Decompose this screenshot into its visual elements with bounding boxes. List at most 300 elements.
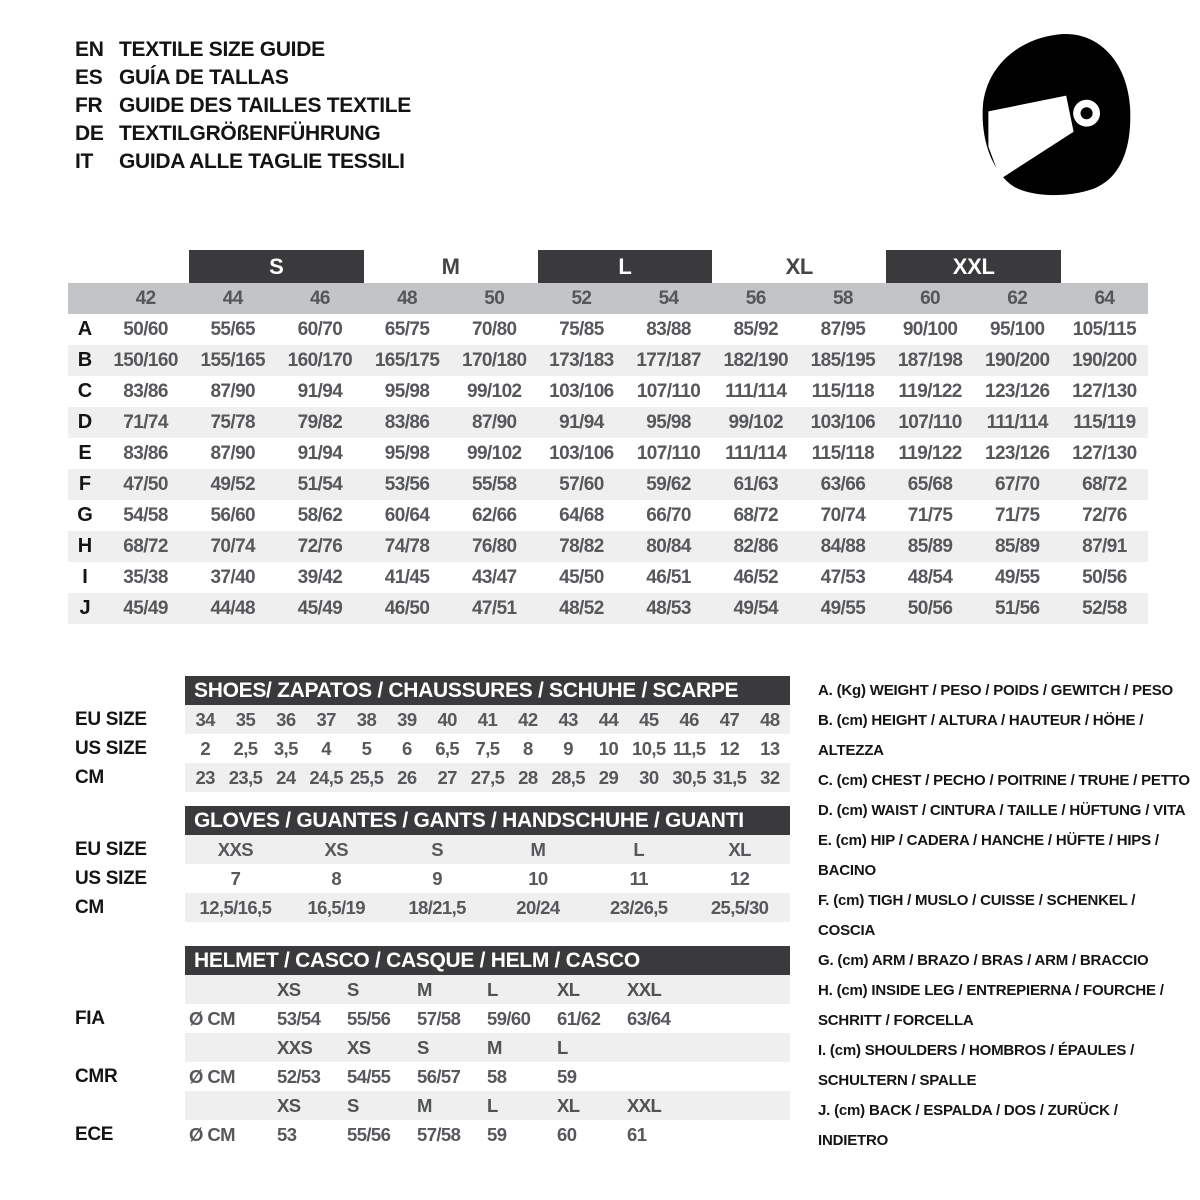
measurement-value: 87/95	[820, 318, 866, 340]
measurement-value: 68/72	[1082, 473, 1127, 495]
helmet-section	[75, 1033, 790, 1091]
measurement-row-letter: I	[82, 566, 88, 588]
legend-unit: (cm)	[834, 1102, 865, 1119]
shoes-size-value: 29	[598, 766, 619, 788]
shoes-size-value: 27	[437, 766, 457, 788]
measurement-row-letter: H	[77, 535, 93, 557]
measurement-value: 119/122	[898, 380, 962, 402]
shoes-size-value: 36	[276, 708, 296, 730]
measurement-value: 65/75	[384, 318, 430, 340]
helmet-diameter-value: 53/54	[277, 1007, 321, 1029]
legend-text: HEIGHT / ALTURA / HAUTEUR / HÖHE / ALTEZZA	[818, 712, 1144, 759]
measurement-value: 50/56	[907, 597, 953, 619]
measurement-value: 79/82	[297, 411, 343, 433]
shoes-size-value: 45	[639, 708, 659, 730]
helmet-size-label: XS	[277, 978, 301, 1000]
helmet-size-label: S	[347, 1094, 359, 1116]
size-letter-row	[102, 250, 1148, 283]
helmet-size-label: S	[347, 978, 359, 1000]
measurement-value: 103/106	[549, 380, 614, 402]
gloves-size-value: XXS	[217, 838, 254, 860]
measurement-value: 150/160	[113, 349, 178, 371]
measurement-value: 127/130	[1072, 442, 1137, 464]
shoes-size-value: 6	[401, 737, 412, 759]
legend-text: SHOULDERS / HOMBROS / ÉPAULES /	[864, 1042, 1135, 1059]
gloves-size-value: 20/24	[516, 896, 560, 918]
helmet-diameter-unit: Ø CM	[189, 1007, 235, 1029]
measurement-value: 95/98	[646, 411, 691, 433]
measurement-value: 187/198	[897, 349, 963, 371]
numeric-size-header: 48	[397, 287, 418, 309]
numeric-size-header: 52	[571, 287, 592, 309]
language-code: IT	[75, 150, 94, 173]
language-title: GUIDA ALLE TAGLIE TESSILI	[119, 150, 405, 173]
measurement-value: 55/65	[210, 318, 256, 340]
shoes-size-value: 10	[598, 737, 619, 759]
measurement-value: 65/68	[907, 473, 953, 495]
measurement-value: 68/72	[733, 504, 779, 526]
measurement-value: 67/70	[994, 473, 1040, 495]
measurement-value: 115/119	[1073, 411, 1136, 433]
shoes-size-value: 13	[760, 737, 780, 759]
legend-text: WAIST / CINTURA / TAILLE / HÜFTUNG / VITA	[871, 802, 1186, 819]
helmet-diameter-value: 56/57	[417, 1065, 461, 1087]
language-title: GUIDE DES TAILLES TEXTILE	[119, 94, 411, 117]
shoes-row-label: US SIZE	[75, 737, 147, 759]
helmet-size-label: XXS	[277, 1036, 313, 1058]
measurement-value: 70/74	[210, 535, 256, 557]
measurement-value: 111/114	[725, 380, 787, 402]
helmet-size-table	[75, 946, 790, 1149]
measurement-value: 51/56	[994, 597, 1040, 619]
measurement-value: 84/88	[820, 535, 866, 557]
gloves-row	[75, 893, 790, 922]
gloves-size-value: 25,5/30	[710, 896, 769, 918]
helmet-size-label: S	[417, 1036, 429, 1058]
shoes-size-value: 24,5	[309, 766, 343, 788]
shoes-size-value: 39	[397, 708, 417, 730]
measurement-value: 83/86	[123, 380, 168, 402]
measurement-row	[68, 314, 1148, 345]
language-code: EN	[75, 38, 104, 61]
gloves-table-title: GLOVES / GUANTES / GANTS / HANDSCHUHE / GUANTI	[185, 806, 790, 835]
measurement-row	[68, 500, 1148, 531]
gloves-size-value: XS	[324, 838, 348, 860]
measurement-value: 83/88	[646, 318, 691, 340]
shoes-size-value: 43	[558, 708, 578, 730]
measurement-row-letter: B	[77, 349, 93, 371]
measurement-value: 91/94	[297, 442, 343, 464]
helmet-size-label: M	[417, 978, 432, 1000]
measurement-value: 74/78	[384, 535, 430, 557]
size-letter: M	[441, 253, 460, 279]
measurement-value: 83/86	[123, 442, 168, 464]
language-code: ES	[75, 66, 103, 89]
legend-key: J.	[818, 1102, 831, 1119]
legend-item	[818, 826, 1190, 886]
legend-text: HIP / CADERA / HANCHE / HÜFTE / HIPS / BACINO	[818, 832, 1159, 879]
shoes-size-value: 9	[563, 737, 573, 759]
shoes-size-value: 10,5	[632, 737, 666, 759]
measurement-value: 71/75	[907, 504, 953, 526]
measurement-value: 99/102	[466, 442, 522, 464]
language-row	[75, 64, 411, 92]
measurement-value: 62/66	[471, 504, 517, 526]
gloves-size-value: 11	[629, 867, 648, 889]
apparel-size-table	[68, 250, 1148, 624]
helmet-standard-row	[75, 1004, 790, 1033]
measurement-value: 39/42	[297, 566, 343, 588]
measurement-value: 91/94	[559, 411, 604, 433]
gloves-size-value: 9	[432, 867, 442, 889]
numeric-size-header: 50	[484, 287, 505, 309]
shoes-size-value: 11,5	[672, 737, 706, 759]
gloves-size-value: L	[633, 838, 645, 860]
shoes-size-value: 44	[598, 708, 619, 730]
measurement-row	[68, 469, 1148, 500]
language-row	[75, 148, 411, 176]
helmet-size-label: L	[487, 978, 498, 1000]
measurement-value: 190/200	[985, 349, 1050, 371]
helmet-standard-label: ECE	[75, 1123, 114, 1145]
helmet-diameter-value: 53	[277, 1123, 297, 1145]
legend-item	[818, 766, 1190, 796]
measurement-value: 90/100	[902, 318, 958, 340]
helmet-size-header-row	[75, 1033, 790, 1062]
helmet-standard-row	[75, 1120, 790, 1149]
measurement-value: 78/82	[559, 535, 604, 557]
legend-key: F.	[818, 892, 830, 909]
gloves-size-value: 12,5/16,5	[199, 896, 272, 918]
measurement-value: 80/84	[646, 535, 691, 557]
shoes-size-value: 2,5	[233, 737, 258, 759]
legend-item	[818, 1096, 1190, 1156]
gloves-row	[75, 864, 790, 893]
measurement-value: 43/47	[471, 566, 517, 588]
measurement-value: 170/180	[462, 349, 527, 371]
measurement-value: 60/64	[384, 504, 430, 526]
measurement-value: 85/89	[994, 535, 1040, 557]
gloves-size-value: 18/21,5	[408, 896, 466, 918]
language-row	[75, 120, 411, 148]
shoes-size-value: 37	[316, 708, 336, 730]
helmet-size-label: XL	[557, 978, 580, 1000]
measurement-value: 52/58	[1082, 597, 1127, 619]
legend-item	[818, 886, 1190, 946]
gloves-rows	[75, 835, 790, 922]
measurement-value: 103/106	[810, 411, 876, 433]
measurement-value: 47/51	[471, 597, 517, 619]
helmet-diameter-value: 58	[487, 1065, 507, 1087]
measurement-value: 107/110	[898, 411, 962, 433]
measurement-value: 64/68	[559, 504, 604, 526]
measurement-value: 160/170	[287, 349, 353, 371]
measurement-value: 54/58	[123, 504, 168, 526]
measurement-value: 49/54	[733, 597, 779, 619]
legend-item	[818, 1036, 1190, 1096]
helmet-size-label: XS	[277, 1094, 301, 1116]
legend-item	[818, 706, 1190, 766]
numeric-size-header: 60	[920, 287, 941, 309]
helmet-diameter-value: 59/60	[487, 1007, 531, 1029]
measurement-value: 107/110	[636, 380, 701, 402]
measurement-value: 119/122	[898, 442, 962, 464]
helmet-diameter-value: 55/56	[347, 1123, 391, 1145]
measurement-row-letter: E	[78, 442, 92, 464]
measurement-value: 70/74	[820, 504, 866, 526]
measurement-value: 165/175	[374, 349, 440, 371]
shoes-size-value: 34	[195, 708, 215, 730]
measurement-value: 105/115	[1072, 318, 1137, 340]
shoes-size-value: 41	[477, 708, 498, 730]
shoes-size-value: 28	[518, 766, 538, 788]
size-letter: XXL	[886, 250, 1060, 283]
measurement-value: 115/118	[811, 442, 875, 464]
gloves-size-table	[75, 806, 790, 922]
legend-unit: (cm)	[836, 772, 868, 789]
legend-text: BACK / ESPALDA / DOS / ZURÜCK / INDIETRO	[818, 1102, 1118, 1149]
measurement-value: 37/40	[210, 566, 256, 588]
numeric-size-header-row	[68, 283, 1148, 314]
measurement-value: 177/187	[636, 349, 701, 371]
legend-text-continued: SCHULTERN / SPALLE	[818, 1072, 977, 1089]
legend-text: INSIDE LEG / ENTREPIERNA / FOURCHE /	[871, 982, 1164, 999]
gloves-size-value: 10	[528, 867, 548, 889]
measurement-value: 155/165	[200, 349, 265, 371]
language-row	[75, 36, 411, 64]
gloves-row	[75, 835, 790, 864]
language-title: GUÍA DE TALLAS	[119, 66, 289, 89]
gloves-size-value: XL	[728, 838, 751, 860]
helmet-diameter-value: 57/58	[417, 1123, 461, 1145]
measurement-rows	[68, 314, 1148, 624]
measurement-value: 60/70	[297, 318, 343, 340]
shoes-size-value: 46	[679, 708, 699, 730]
measurement-legend	[818, 676, 1190, 1156]
measurement-value: 115/118	[811, 380, 875, 402]
measurement-value: 76/80	[471, 535, 517, 557]
measurement-value: 47/50	[123, 473, 168, 495]
legend-text: WEIGHT / PESO / POIDS / GEWITCH / PESO	[869, 682, 1174, 699]
measurement-value: 95/98	[384, 442, 430, 464]
measurement-value: 72/76	[297, 535, 343, 557]
numeric-size-header: 64	[1094, 287, 1115, 309]
shoes-size-value: 25,5	[349, 766, 384, 788]
size-letter: XL	[785, 253, 814, 279]
size-letter: L	[538, 250, 712, 283]
measurement-value: 55/58	[471, 473, 517, 495]
size-letter-spacer	[102, 250, 189, 283]
measurement-row-letter: D	[77, 411, 93, 433]
helmet-size-label: XS	[347, 1036, 371, 1058]
measurement-row	[68, 562, 1148, 593]
measurement-value: 82/86	[733, 535, 779, 557]
shoes-row	[75, 705, 790, 734]
helmet-section	[75, 1091, 790, 1149]
legend-key: A.	[818, 682, 833, 699]
measurement-value: 41/45	[384, 566, 430, 588]
measurement-value: 95/98	[384, 380, 430, 402]
shoes-size-value: 5	[361, 737, 372, 759]
shoes-row-label: EU SIZE	[75, 708, 147, 730]
shoes-size-value: 4	[321, 737, 331, 759]
measurement-value: 127/130	[1072, 380, 1137, 402]
helmet-diameter-value: 61	[627, 1123, 647, 1145]
measurement-value: 99/102	[466, 380, 522, 402]
measurement-value: 58/62	[297, 504, 343, 526]
measurement-value: 50/60	[123, 318, 168, 340]
measurement-row-letter: A	[77, 318, 93, 340]
shoes-size-value: 23	[195, 766, 215, 788]
helmet-size-label: M	[417, 1094, 432, 1116]
measurement-value: 70/80	[471, 318, 517, 340]
shoes-size-value: 48	[760, 708, 780, 730]
legend-key: B.	[818, 712, 833, 729]
helmet-size-label: XL	[557, 1094, 580, 1116]
shoes-size-value: 23,5	[228, 766, 263, 788]
legend-key: I.	[818, 1042, 826, 1059]
legend-unit: (cm)	[833, 892, 865, 909]
measurement-value: 123/126	[985, 380, 1050, 402]
language-title: TEXTILGRÖßENFÜHRUNG	[119, 122, 381, 145]
legend-text: ARM / BRAZO / BRAS / ARM / BRACCIO	[871, 952, 1149, 969]
language-code: DE	[75, 122, 104, 145]
shoes-size-value: 42	[518, 708, 538, 730]
helmet-diameter-value: 59	[487, 1123, 507, 1145]
gloves-size-value: M	[530, 838, 546, 860]
measurement-value: 75/78	[210, 411, 256, 433]
numeric-size-header: 62	[1007, 287, 1028, 309]
measurement-value: 48/52	[559, 597, 604, 619]
shoes-size-value: 28,5	[551, 766, 585, 788]
measurement-value: 68/72	[123, 535, 168, 557]
racing-helmet-icon	[972, 28, 1140, 204]
measurement-value: 50/56	[1082, 566, 1127, 588]
measurement-value: 173/183	[549, 349, 614, 371]
measurement-value: 49/55	[994, 566, 1040, 588]
helmet-diameter-unit: Ø CM	[189, 1123, 235, 1145]
measurement-row-letter: C	[77, 380, 93, 402]
numeric-size-header: 54	[658, 287, 679, 309]
shoes-size-value: 31,5	[712, 766, 747, 788]
measurement-value: 63/66	[820, 473, 866, 495]
shoes-size-value: 7,5	[475, 737, 500, 759]
measurement-value: 71/75	[994, 504, 1040, 526]
shoes-rows	[75, 705, 790, 792]
measurement-value: 44/48	[210, 597, 256, 619]
helmet-standard-label: CMR	[75, 1065, 118, 1087]
gloves-size-value: S	[431, 838, 443, 860]
shoes-size-value: 40	[437, 708, 457, 730]
legend-unit: (cm)	[836, 802, 868, 819]
measurement-value: 83/86	[384, 411, 430, 433]
measurement-value: 45/49	[297, 597, 343, 619]
helmet-diameter-value: 57/58	[417, 1007, 461, 1029]
measurement-value: 49/52	[210, 473, 256, 495]
measurement-value: 190/200	[1072, 349, 1137, 371]
measurement-value: 123/126	[985, 442, 1050, 464]
legend-unit: (cm)	[837, 952, 869, 969]
gloves-size-value: 16,5/19	[307, 896, 365, 918]
shoes-size-value: 26	[397, 766, 417, 788]
shoes-table-title: SHOES/ ZAPATOS / CHAUSSURES / SCHUHE / SCARPE	[185, 676, 790, 705]
measurement-value: 95/100	[989, 318, 1045, 340]
measurement-value: 35/38	[123, 566, 168, 588]
measurement-row-letter: J	[79, 597, 91, 619]
measurement-value: 48/53	[646, 597, 691, 619]
helmet-sections	[75, 975, 790, 1149]
measurement-row	[68, 531, 1148, 562]
measurement-value: 85/92	[733, 318, 779, 340]
measurement-value: 111/114	[986, 411, 1048, 433]
measurement-value: 87/90	[210, 442, 256, 464]
shoes-size-value: 3,5	[273, 737, 298, 759]
measurement-row	[68, 376, 1148, 407]
helmet-size-label: XXL	[627, 978, 662, 1000]
legend-key: D.	[818, 802, 833, 819]
measurement-value: 185/195	[810, 349, 876, 371]
helmet-diameter-unit: Ø CM	[189, 1065, 235, 1087]
measurement-value: 45/50	[559, 566, 604, 588]
helmet-diameter-value: 63/64	[627, 1007, 671, 1029]
helmet-diameter-value: 55/56	[347, 1007, 391, 1029]
helmet-diameter-value: 54/55	[347, 1065, 391, 1087]
measurement-value: 66/70	[646, 504, 691, 526]
measurement-value: 46/51	[646, 566, 691, 588]
measurement-row	[68, 593, 1148, 624]
measurement-value: 107/110	[636, 442, 701, 464]
measurement-value: 51/54	[297, 473, 343, 495]
shoes-size-value: 35	[235, 708, 256, 730]
helmet-size-label: L	[557, 1036, 568, 1058]
helmet-diameter-value: 59	[557, 1065, 577, 1087]
measurement-value: 72/76	[1082, 504, 1127, 526]
shoes-size-value: 30	[639, 766, 659, 788]
measurement-value: 85/89	[907, 535, 953, 557]
measurement-value: 56/60	[210, 504, 256, 526]
measurement-value: 103/106	[549, 442, 614, 464]
shoes-size-table	[75, 676, 790, 792]
measurement-value: 46/52	[733, 566, 779, 588]
gloves-size-value: 7	[230, 867, 241, 889]
shoes-size-value: 24	[276, 766, 296, 788]
language-code: FR	[75, 94, 103, 117]
legend-key: E.	[818, 832, 832, 849]
shoes-size-value: 6,5	[435, 737, 460, 759]
helmet-size-header-row	[75, 975, 790, 1004]
legend-item	[818, 946, 1190, 976]
legend-unit: (cm)	[836, 982, 868, 999]
shoes-size-value: 47	[719, 708, 740, 730]
size-letter: S	[189, 250, 363, 283]
measurement-value: 75/85	[559, 318, 604, 340]
gloves-size-value: 12	[729, 867, 750, 889]
language-title-list	[75, 36, 411, 176]
legend-key: H.	[818, 982, 833, 999]
helmet-size-header-row	[75, 1091, 790, 1120]
helmet-diameter-value: 52/53	[277, 1065, 321, 1087]
legend-unit: (Kg)	[836, 682, 866, 699]
measurement-value: 61/63	[733, 473, 779, 495]
helmet-section	[75, 975, 790, 1033]
helmet-diameter-value: 61/62	[557, 1007, 601, 1029]
measurement-value: 53/56	[384, 473, 430, 495]
gloves-row-label: US SIZE	[75, 867, 147, 889]
measurement-value: 87/90	[210, 380, 256, 402]
legend-key: G.	[818, 952, 834, 969]
language-row	[75, 92, 411, 120]
legend-text-continued: SCHRITT / FORCELLA	[818, 1012, 974, 1029]
